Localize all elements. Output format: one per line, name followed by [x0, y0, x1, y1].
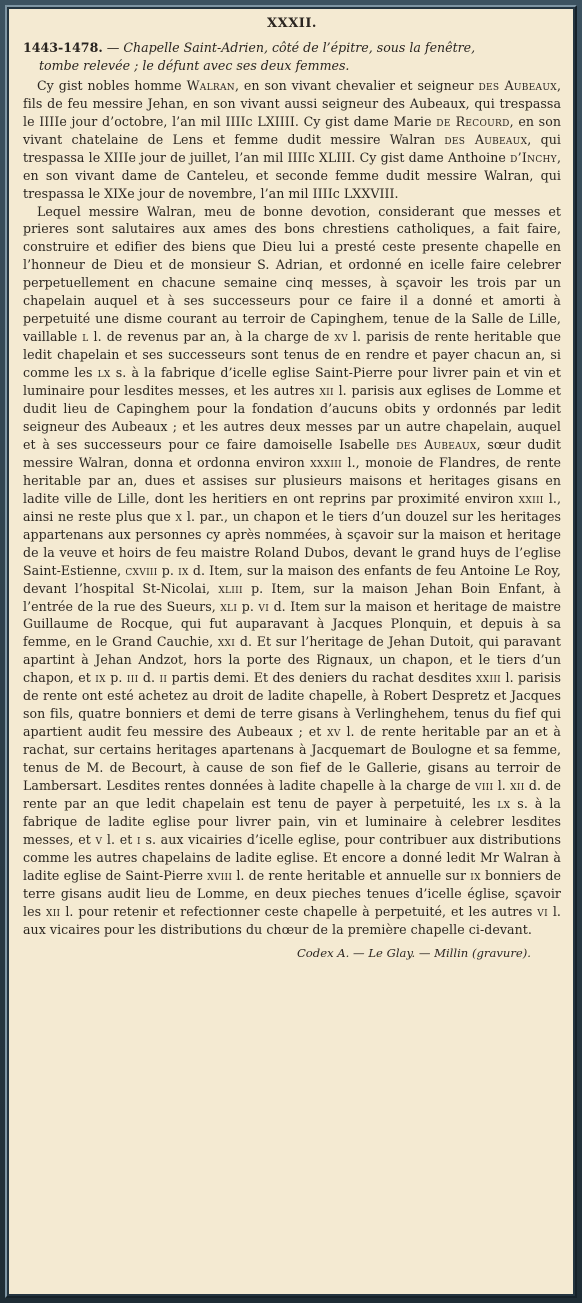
- foundation-paragraph: [23, 203, 561, 939]
- sources-footer: Codex A. — Le Glay. — Millin (gravure).: [296, 945, 531, 960]
- text-segment: s. aux vicairies d’icelle eglise, pour contribuer aux distributions comme les autres chapelains de ladite eglise. Et encore a donné ledit Mr Walran à ladite eglise de Saint-Pierre: [23, 831, 562, 883]
- text-segment: s. à la fabrique de ladite eglise pour livrer pain, vin et luminaire à celebrer lesdites messes, et: [23, 795, 561, 847]
- text-segment: s. à la fabrique d’icelle eglise Saint-Pierre pour livrer pain et vin et luminaire pour lesdites messes, et les autres: [23, 365, 561, 399]
- text-segment: partis demi. Et des deniers du rachat desdites: [167, 670, 477, 686]
- small-caps-segment: lx: [97, 365, 111, 381]
- text-segment: p.: [105, 670, 127, 686]
- small-caps-segment: x: [175, 508, 183, 524]
- text-segment: Cy gist nobles homme: [37, 77, 187, 93]
- text-segment: p. Item, sur la maison Jehan Boin Enfant, à l’entrée de la rue des Sueurs,: [23, 580, 561, 614]
- text-segment: l. par., un chapon et le tiers d’un douzel sur les heritages appartenans aux personnes cy après nommées, à sçavoir sur la maison et heritage de la veuve et hoirs de feu maistre Roland Dubos, devant le grand huys de l’eglise Saint-Estienne,: [23, 508, 561, 578]
- small-caps-segment: Walran: [186, 77, 235, 93]
- entry-dates: 1443-1478.: [23, 39, 103, 55]
- small-caps-segment: des Aubeaux: [444, 131, 528, 147]
- epitaph-paragraph: [23, 77, 561, 203]
- entry-dash: —: [102, 39, 124, 55]
- small-caps-segment: xxiii: [476, 670, 502, 686]
- text-segment: , qui trespassa le XIIIe jour de juillet, l’an mil IIIIc XLIII. Cy gist dame Anthoine: [23, 131, 561, 165]
- text-segment: l. pour retenir et refectionner ceste chapelle à perpetuité, et les autres: [60, 903, 538, 919]
- entry-location-line2: tombe relevée ; le défunt avec ses deux femmes.: [39, 57, 350, 73]
- small-caps-segment: xv: [334, 329, 348, 345]
- small-caps-segment: xxi: [217, 634, 236, 650]
- small-caps-segment: ii: [159, 670, 168, 686]
- document-page: [9, 9, 573, 1294]
- small-caps-segment: xli: [220, 598, 238, 614]
- entry-header: [23, 39, 561, 75]
- small-caps-segment: xxxiii: [310, 454, 342, 470]
- small-caps-segment: iii: [126, 670, 139, 686]
- text-segment: l. et: [102, 831, 137, 847]
- text-segment: l., monoie de Flandres, de rente heritable par an, dues et assises sur plusieurs maisons et heritages gisans en ladite ville de Lille, dont les heritiers en ont reprins par proximité environ: [23, 454, 561, 506]
- small-caps-segment: xii: [319, 383, 334, 399]
- text-segment: l. de rente heritable et annuelle sur: [232, 867, 471, 883]
- small-caps-segment: lx: [497, 795, 511, 811]
- entry-location-line1: Chapelle Saint-Adrien, côté de l’épitre, sous la fenêtre,: [123, 39, 476, 55]
- text-segment: p.: [157, 562, 179, 578]
- text-segment: , en son vivant chatelaine de Lens et femme dudit messire Walran: [23, 113, 561, 147]
- small-caps-segment: i: [136, 831, 141, 847]
- text-segment: l. parisis de rente ont esté achetez au droit de ladite chapelle, à Robert Despretz et Jacques son fils, quatre bonniers et demi de terre gisans à Verlinghehem, tenus du fief qui apartient audit feu messire des Aubeaux ; et: [23, 670, 561, 740]
- text-segment: p.: [237, 598, 259, 614]
- small-caps-segment: des Aubeaux: [478, 77, 557, 93]
- small-caps-segment: xii: [46, 903, 61, 919]
- text-segment: l. parisis aux eglises de Lomme et dudit lieu de Capinghem pour la fondation d’aucuns obits y ordonnés par ledit seigneur des Aubeaux ; et les autres deux messes par un autre chapelain, auquel et à ses successeurs pour ce faire damoiselle Isabelle: [23, 383, 561, 452]
- small-caps-segment: v: [95, 831, 103, 847]
- small-caps-segment: ix: [95, 670, 106, 686]
- text-segment: d. de rente par an que ledit chapelain est tenu de payer à perpetuité, les: [23, 778, 561, 811]
- small-caps-segment: xliii: [218, 580, 243, 596]
- text-segment: d. Item, sur la maison des enfants de feu Antoine Le Roy, devant l’hospital St-Nicolai,: [23, 562, 561, 596]
- text-segment: , fils de feu messire Jehan, en son vivant aussi seigneur des Aubeaux, qui trespassa le IIIIe jour d’octobre, l’an mil IIIIc LXIIII. Cy gist dame Marie: [23, 77, 561, 129]
- small-caps-segment: l: [82, 329, 89, 345]
- text-segment: l., ainsi ne reste plus que: [23, 490, 561, 524]
- small-caps-segment: des Aubeaux: [396, 436, 477, 452]
- small-caps-segment: xv: [327, 724, 341, 740]
- text-segment: l. de revenus par an, à la charge de: [88, 329, 335, 345]
- entry-number: XXXII.: [267, 16, 317, 31]
- text-segment: l. de rente heritable par an et à rachat, sur certains heritages apartenans à Jacquemart de Boulogne et sa femme, tenus de M. de Becourt, à cause de son fief de le Gallerie, gisans au terroir de Lambersart. Lesdites rentes données à ladite chapelle à la charge de: [23, 724, 561, 794]
- small-caps-segment: viii: [475, 778, 494, 794]
- small-caps-segment: vi: [537, 903, 548, 919]
- text-segment: , sœur dudit messire Walran, donna et ordonna environ: [23, 436, 561, 470]
- frame-bevel: [5, 5, 577, 1298]
- text-segment: d. Et sur l’heritage de Jehan Dutoit, qui paravant apartint à Jehan Andzot, hors la porte des Rignaux, un chapon, et le tiers d’un chapon, et: [23, 634, 561, 686]
- text-segment: bonniers de terre gisans audit lieu de Lomme, en deux pieches tenues d’icelle église, sçavoir les: [23, 867, 561, 919]
- text-segment: Lequel messire Walran, meu de bonne devotion, considerant que messes et prieres sont salutaires aux ames des bons chrestiens catholiques, a fait faire, construire et edifier des biens que Dieu lui a presté ceste presente chapelle en l’honneur de Dieu et de monsieur S. Adrian, et ordonné en icelle faire celebrer perpetuellement en chacune semaine cinq messes, à sçavoir les trois par un chapelain auquel et à ses successeurs pour ce faire il a donné et amorti à perpetuité une disme courant au terroir de Capinghem, tenue de la Salle de Lille, vaillable: [23, 203, 561, 345]
- small-caps-segment: xviii: [207, 867, 233, 883]
- small-caps-segment: xxiii: [518, 490, 544, 506]
- text-segment: , en son vivant chevalier et seigneur: [234, 77, 479, 93]
- small-caps-segment: ix: [470, 867, 481, 883]
- small-caps-segment: d’Inchy: [510, 149, 557, 165]
- text-segment: d.: [138, 670, 160, 686]
- text-segment: l. parisis de rente heritable que ledit chapelain et ses successeurs sont tenus de en rendre et payer chacun an, si comme les: [23, 329, 561, 381]
- text-segment: l.: [493, 778, 511, 794]
- small-caps-segment: cxviii: [125, 562, 158, 578]
- small-caps-segment: ix: [178, 562, 189, 578]
- text-segment: l. aux vicaires pour les distributions du chœur de la première chapelle ci-devant.: [23, 903, 561, 937]
- small-caps-segment: de Recourd: [436, 113, 510, 129]
- text-segment: d. Item sur la maison et heritage de maistre Guillaume de Rocque, qui fut auparavant à Jacques Plonquin, et depuis à sa femme, en le Grand Cauchie,: [23, 598, 561, 650]
- small-caps-segment: vi: [258, 598, 270, 614]
- text-segment: , en son vivant dame de Canteleu, et seconde femme dudit messire Walran, qui trespassa le XIXe jour de novembre, l’an mil IIIIc LXXVIII.: [23, 149, 561, 201]
- small-caps-segment: xii: [510, 778, 525, 794]
